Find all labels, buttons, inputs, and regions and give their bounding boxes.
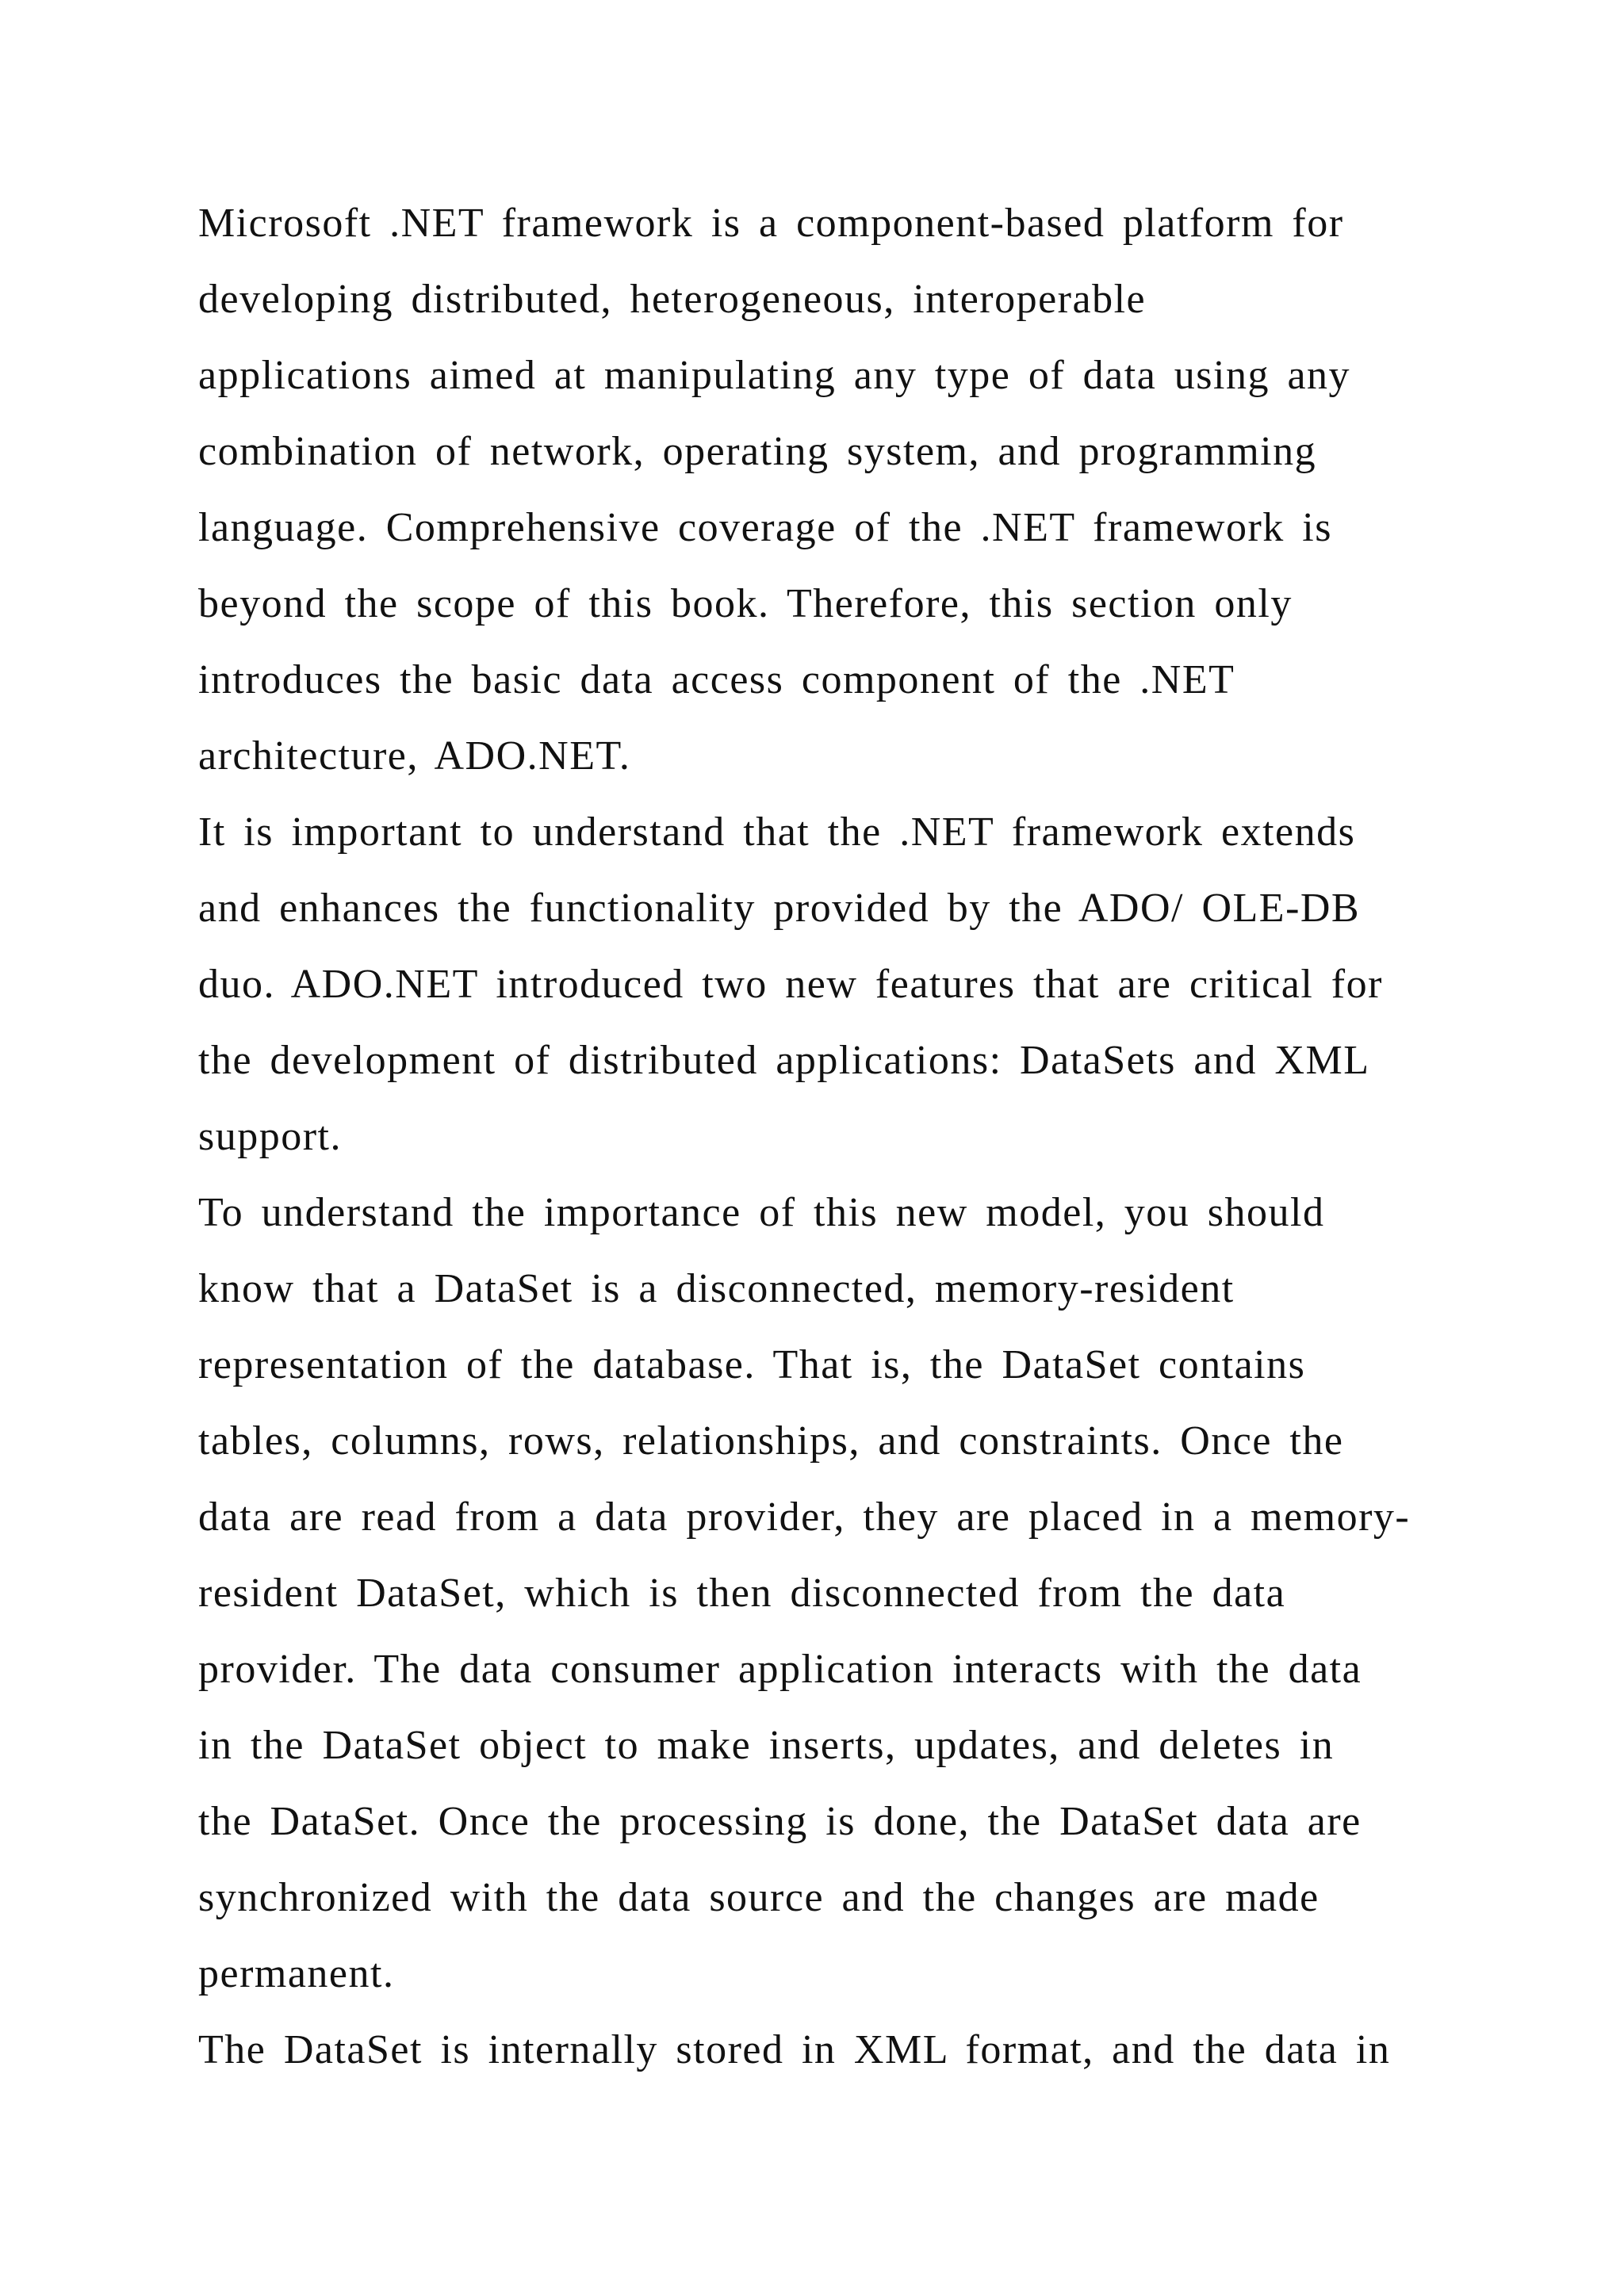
text-line-8: architecture, ADO.NET. — [198, 733, 631, 779]
text-line-21: in the DataSet object to make inserts, updates, and deletes in — [198, 1723, 1335, 1768]
text-line-6: beyond the scope of this book. Therefore, this section only — [198, 581, 1293, 626]
text-line-19: resident DataSet, which is then disconnected from the data — [198, 1571, 1286, 1616]
text-line-5: language. Comprehensive coverage of the .NET framework is — [198, 505, 1332, 550]
text-line-18: data are read from a data provider, they are placed in a memory- — [198, 1494, 1411, 1540]
text-line-4: combination of network, operating system, and programming — [198, 429, 1317, 474]
text-line-24: permanent. — [198, 1951, 395, 1996]
text-line-14: To understand the importance of this new model, you should — [198, 1190, 1325, 1235]
text-line-9: It is important to understand that the .NET framework extends — [198, 809, 1356, 855]
text-line-2: developing distributed, heterogeneous, interoperable — [198, 277, 1147, 322]
text-line-11: duo. ADO.NET introduced two new features that are critical for — [198, 962, 1383, 1007]
text-line-20: provider. The data consumer application interacts with the data — [198, 1647, 1362, 1692]
text-line-12: the development of distributed applications: DataSets and XML — [198, 1038, 1370, 1083]
text-line-16: representation of the database. That is, the DataSet contains — [198, 1342, 1306, 1387]
text-line-15: know that a DataSet is a disconnected, memory-resident — [198, 1266, 1235, 1311]
body-text — [198, 195, 1435, 2098]
text-line-10: and enhances the functionality provided by the ADO/ OLE-DB — [198, 886, 1361, 931]
text-line-22: the DataSet. Once the processing is done, the DataSet data are — [198, 1799, 1362, 1844]
text-line-1: Microsoft .NET framework is a component-based platform for — [198, 201, 1344, 246]
text-line-3: applications aimed at manipulating any type of data using any — [198, 353, 1351, 398]
text-line-25: The DataSet is internally stored in XML format, and the data in — [198, 2027, 1391, 2072]
text-line-7: introduces the basic data access component of the .NET — [198, 657, 1235, 702]
text-line-23: synchronized with the data source and the changes are made — [198, 1875, 1320, 1920]
text-line-17: tables, columns, rows, relationships, and constraints. Once the — [198, 1418, 1344, 1464]
text-line-13: support. — [198, 1114, 342, 1159]
